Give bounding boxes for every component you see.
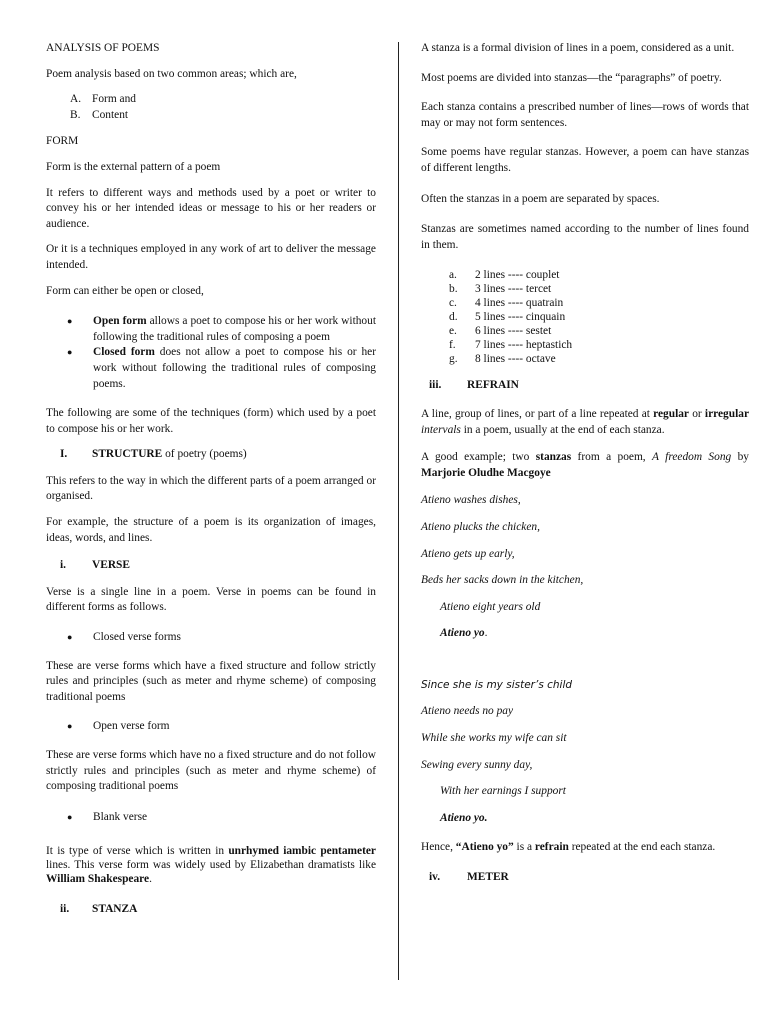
open-verse-bullet: ● Open verse form bbox=[67, 719, 376, 735]
form-heading: FORM bbox=[46, 135, 79, 148]
right-column bbox=[421, 41, 749, 897]
poem-line: Atieno gets up early, bbox=[421, 547, 515, 560]
refrain-paragraph: A line, group of lines, or part of a line repeated at regular or irregular intervals in a poem, usually at the end of each stanza. bbox=[421, 407, 749, 436]
structure-paragraph-1: This refers to the way in which the different parts of a poem arranged or organised. bbox=[46, 474, 376, 503]
form-definition: Form is the external pattern of a poem bbox=[46, 160, 221, 173]
form-paragraph-2: Or it is a techniques employed in any work of art to deliver the message intended. bbox=[46, 243, 376, 271]
list-item: f. 7 lines ---- heptastich bbox=[449, 339, 573, 352]
hence-paragraph: Hence, “Atieno yo” is a refrain repeated at the end each stanza. bbox=[421, 841, 716, 854]
poem-line: Sewing every sunny day, bbox=[421, 758, 533, 771]
open-verse-paragraph: These are verse forms which have no a fixed structure and do not follow strictly rules and principles (such as meter and rhyme scheme) of composing traditional poems bbox=[46, 749, 376, 793]
structure-paragraph-2: For example, the structure of a poem is its organization of images, ideas, words, and lines. bbox=[46, 516, 376, 544]
poem-line: With her earnings I support bbox=[440, 785, 566, 798]
structure-heading: I. STRUCTURE of poetry (poems) bbox=[60, 448, 247, 461]
closed-verse-paragraph: These are verse forms which have a fixed structure and follow strictly rules and principles (such as meter and rhyme scheme) of composing traditional poems bbox=[46, 659, 376, 703]
poem-line: Atieno eight years old bbox=[440, 600, 541, 613]
list-item: d. 5 lines ---- cinquain bbox=[449, 311, 566, 324]
stanza-types-list bbox=[449, 268, 749, 366]
poem-line: Atieno washes dishes, bbox=[421, 494, 521, 507]
stanza-heading: ii. STANZA bbox=[60, 903, 138, 916]
stanza-paragraph-5: Often the stanzas in a poem are separated by spaces. bbox=[421, 192, 660, 205]
verse-heading: i. VERSE bbox=[60, 559, 130, 572]
stanza-paragraph-6: Stanzas are sometimes named according to the number of lines found in them. bbox=[421, 223, 749, 251]
list-item: a. 2 lines ---- couplet bbox=[449, 269, 560, 282]
column-divider bbox=[398, 42, 399, 980]
closed-verse-bullet: ● Closed verse forms bbox=[67, 630, 376, 646]
bullet-icon: ● bbox=[67, 811, 73, 822]
techniques-intro: The following are some of the techniques (form) which used by a poet to compose his or her work. bbox=[46, 407, 376, 435]
blank-verse-bullet: ● Blank verse bbox=[67, 810, 376, 826]
poem-refrain: Atieno yo. bbox=[440, 627, 488, 640]
list-item: B. Content bbox=[70, 108, 129, 121]
meter-heading: iv. METER bbox=[429, 871, 509, 884]
example-paragraph: A good example; two stanzas from a poem, A freedom Song by Marjorie Oludhe Macgoye bbox=[421, 451, 749, 479]
verse-paragraph: Verse is a single line in a poem. Verse in poems can be found in different forms as follows. bbox=[46, 585, 376, 614]
bullet-icon: ● bbox=[67, 316, 73, 327]
list-item: c. 4 lines ---- quatrain bbox=[449, 297, 564, 310]
list-item: A. Form and bbox=[70, 93, 136, 106]
poem-refrain: Atieno yo. bbox=[440, 811, 488, 824]
poem-line: Since she is my sister’s child bbox=[421, 678, 573, 691]
left-column bbox=[46, 41, 376, 929]
list-item: g. 8 lines ---- octave bbox=[449, 353, 556, 366]
stanza-paragraph-1: A stanza is a formal division of lines in a poem, considered as a unit. bbox=[421, 42, 735, 54]
open-form-bullet: ● Open form allows a poet to compose his or her work without following the traditional rules of composing a poem bbox=[67, 314, 376, 345]
bullet-icon: ● bbox=[67, 721, 73, 732]
refrain-heading: iii. REFRAIN bbox=[429, 379, 519, 392]
stanza-paragraph-2: Most poems are divided into stanzas—the “paragraphs” of poetry. bbox=[421, 71, 722, 84]
bullet-icon: ● bbox=[67, 632, 73, 643]
list-item: e. 6 lines ---- sestet bbox=[449, 325, 552, 338]
stanza-paragraph-4: Some poems have regular stanzas. However, a poem can have stanzas of different lengths. bbox=[421, 146, 749, 174]
closed-form-bullet: ● Closed form does not allow a poet to compose his or her work without following the traditional rules of composing poems. bbox=[67, 345, 376, 392]
form-paragraph-3: Form can either be open or closed, bbox=[46, 284, 204, 297]
bullet-icon: ● bbox=[67, 347, 73, 358]
stanza-paragraph-3: Each stanza contains a prescribed number of lines—rows of words that may or may not form sentences. bbox=[421, 101, 749, 129]
poem-line: Beds her sacks down in the kitchen, bbox=[421, 574, 584, 587]
list-item: b. 3 lines ---- tercet bbox=[449, 283, 552, 296]
areas-list bbox=[70, 92, 376, 123]
form-paragraph-1: It refers to different ways and methods used by a poet or writer to convey his or her intended ideas or message to his or her readers or audience. bbox=[46, 186, 376, 230]
poem-line: While she works my wife can sit bbox=[421, 732, 567, 745]
poem-line: Atieno needs no pay bbox=[421, 705, 514, 718]
poem-line: Atieno plucks the chicken, bbox=[421, 520, 540, 533]
blank-verse-paragraph: It is type of verse which is written in unrhymed iambic pentameter lines. This verse form was widely used by Elizabethan dramatists like William Shakespeare. bbox=[46, 845, 376, 886]
intro-paragraph: Poem analysis based on two common areas; which are, bbox=[46, 67, 297, 80]
document-title: ANALYSIS OF POEMS bbox=[46, 42, 160, 54]
